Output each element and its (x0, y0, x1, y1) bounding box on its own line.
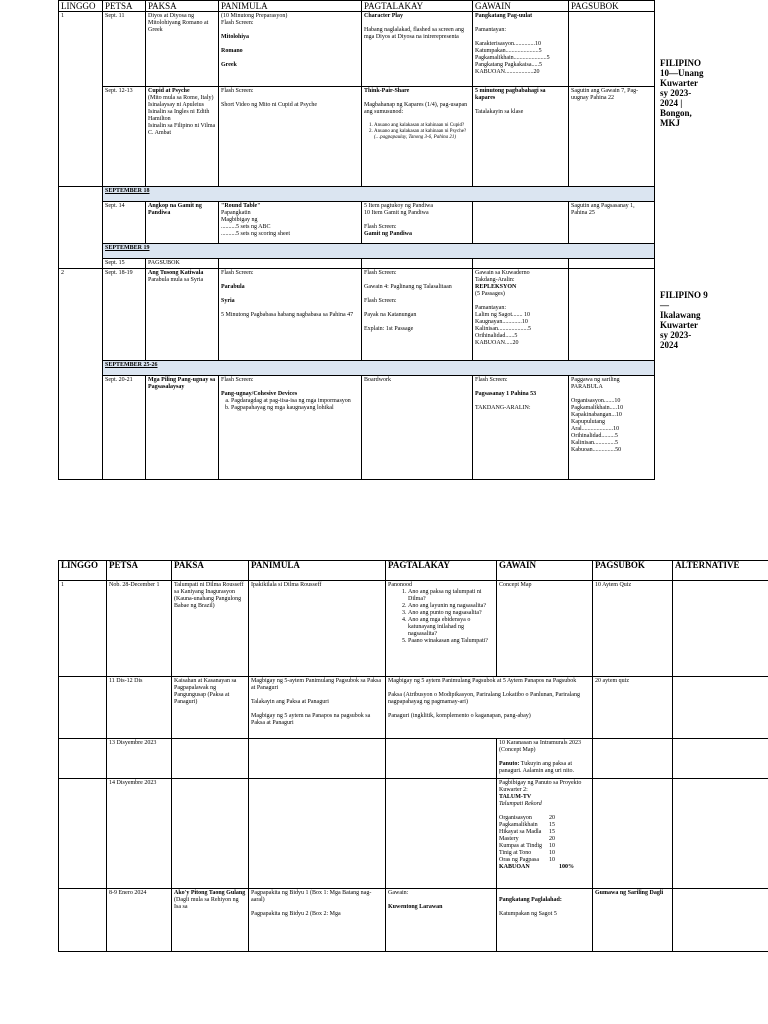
cell-alternative (673, 889, 768, 952)
cell-panimula (249, 779, 386, 889)
text: Ako'y Pitong Taong Gulang (174, 890, 246, 896)
cell-paksa (172, 889, 249, 952)
cell-panimula: Ipakikilala si Dilma Rousseff (249, 581, 386, 677)
text: 2024 | (660, 98, 683, 108)
text: Gamit ng Pandiwa (364, 231, 413, 237)
text: FILIPINO 9 (660, 290, 708, 300)
cell-pagtalakay (362, 87, 473, 187)
cell-paksa: Diyos at Diyosa ng Mitolohiyang Romano at Greek (146, 12, 219, 87)
list-item: a. Pagdaragdag at pag-iisa-isa ng mga impormasyon (231, 398, 359, 405)
table-row (59, 259, 655, 269)
header-panimula: PANIMULA (249, 561, 386, 581)
text: MKJ (660, 118, 680, 128)
cell-panimula (219, 87, 362, 187)
cell-paksa (146, 87, 219, 187)
table-row (59, 269, 655, 361)
cell-panimula (219, 202, 362, 244)
header-petsa: PETSA (103, 1, 146, 12)
text: Magbigay ng 5-aytem Panimulang Pagsubok sa Paksa at Panaguri (251, 678, 381, 691)
text: Habang naglalakad, flashed sa screen ang mga Diyos at Diyosa na inirerepresenta (364, 27, 464, 40)
text: Pagkamalikhain......................5 (475, 55, 550, 61)
text: Talakayin ang Paksa at Panaguri (251, 699, 329, 705)
table-row (59, 779, 768, 889)
table-row (59, 889, 768, 952)
criteria-item (499, 843, 590, 850)
cell-petsa: Sept. 20-21 (103, 376, 146, 480)
cell-petsa: Sept. 11 (103, 12, 146, 87)
text: Greek (221, 62, 237, 68)
cell-empty (59, 361, 103, 376)
text: 10 Item Gamit ng Pandiwa (364, 210, 429, 216)
text: Magbigay ng 5 aytem na Panapos na pagsubok sa Paksa at Panaguri (251, 713, 371, 726)
criteria-item (499, 850, 590, 857)
list-item: 2. Ano ang layunin ng nagsasalita? (408, 603, 494, 610)
criteria-points: 15 (549, 822, 555, 828)
criteria-item (499, 815, 590, 822)
text: (…pagpapaulay, Tanong 3-6, Pahina 21) (374, 135, 457, 140)
criteria-label: Oras ng Pagpasa (499, 857, 539, 863)
text: Sagutin ang Gawain 7, Pag-uugnay Pahina 22 (571, 88, 639, 101)
cell-gawain (497, 779, 593, 889)
criteria-total (499, 864, 590, 871)
text: Panaguri (ingklitik, komplemento o kaganapan, pang-abay) (388, 713, 531, 719)
cell-petsa: Sept. 15 (103, 259, 146, 269)
criteria-label: Tinig at Tono (499, 850, 532, 856)
side-note-q2 (660, 290, 720, 350)
cell-pagsubok (569, 259, 655, 269)
cell-pagsubok (569, 12, 655, 87)
text: 5 Item pagtukoy ng Pandiwa (364, 203, 433, 209)
cell-pagsubok (569, 269, 655, 361)
criteria-label: Hikayat sa Madla (499, 829, 542, 835)
list-item: 2. Anuano ang kalakasan at kahinaan ni Psyche? (374, 129, 470, 135)
cell-pagsubok (569, 376, 655, 480)
text: Payak na Katanungan (364, 312, 417, 318)
text: Pamantayan: (475, 27, 506, 33)
table-row (59, 376, 655, 480)
cell-linggo (59, 739, 107, 779)
text: Character Play (364, 13, 404, 19)
header-pagsubok: PAGSUBOK (569, 1, 655, 12)
cell-alternative (673, 779, 768, 889)
cell-linggo (59, 202, 103, 244)
cell-linggo: 1 (59, 581, 107, 677)
text: Flash Screen: (221, 88, 254, 94)
cell-empty (59, 244, 103, 259)
text: Mitolohiya (221, 34, 249, 40)
cell-pagtalakay (362, 202, 473, 244)
table-header-row (59, 561, 768, 581)
cell-pagtalakay (386, 677, 593, 739)
criteria-points: 10 (549, 850, 555, 856)
list-item: 1. Anuano ang kalakasan at kahinaan ni Cupid? (374, 123, 470, 129)
header-paksa: PAKSA (172, 561, 249, 581)
section-label: SEPTEMBER 18 (103, 187, 655, 202)
list-item: 3. Ano ang punto ng nagsasalita? (408, 610, 494, 617)
header-alternative: ALTERNATIVE (673, 561, 768, 581)
side-note-q1 (660, 58, 720, 128)
criteria-label: KABUOAN (499, 864, 530, 870)
text: Romano (221, 48, 243, 54)
text: Magbahanap ng Kapares (1/4), pag-usapan ang sumusunod: (364, 102, 468, 115)
cell-petsa: Sept. 12-13 (103, 87, 146, 187)
text: Isinalin sa Filipino ni Vilma C. Ambat (148, 123, 216, 136)
header-pagtalakay: PAGTALAKAY (362, 1, 473, 12)
header-panimula: PANIMULA (219, 1, 362, 12)
cell-alternative (673, 677, 768, 739)
text: 5 Minutong Pagbabasa habang nagbabasa sa Pahina 47 (221, 312, 354, 318)
list-item: 4. Ano ang mga ebidensya o katunayang inilahad ng nagsasalita? (408, 617, 494, 638)
cell-pagtalakay: Boardwork (362, 376, 473, 480)
text: Orihinalidad......5 (475, 333, 518, 339)
text: Flash Screen: (221, 377, 254, 383)
cell-gawain: Concept Map (497, 581, 593, 677)
cell-pagtalakay (386, 889, 497, 952)
cell-pagtalakay (362, 259, 473, 269)
text: Explain: 1st Passage (364, 326, 414, 332)
text: Pagpapakita ng Bidyu 1 (Box 1: Mga Batang nag-aaral) (251, 890, 372, 903)
cell-paksa: Angkop na Gamit ng Pandiwa (146, 202, 219, 244)
text: Kuwarter (660, 78, 698, 88)
cell-gawain (497, 739, 593, 779)
text: Kuwarter (660, 320, 698, 330)
device-list (221, 398, 359, 412)
cell-pagsubok (593, 739, 673, 779)
criteria-label: Mastery (499, 836, 519, 842)
criteria-item (499, 857, 590, 864)
cell-linggo (59, 779, 107, 889)
text: Orihinalidad.........5 (571, 433, 618, 439)
cell-petsa: 11 Dis-12 Dis (107, 677, 172, 739)
text: Flash Screen: (364, 298, 397, 304)
cell-panimula (249, 739, 386, 779)
cell-petsa: Nob. 28-December 1 (107, 581, 172, 677)
text: Katumpakan ng Sagot 5 (499, 911, 557, 917)
cell-pagtalakay (362, 269, 473, 361)
text: Flash Screen: (221, 270, 254, 276)
header-pagtalakay: PAGTALAKAY (386, 561, 497, 581)
cell-gawain (473, 87, 569, 187)
text: Syria (221, 298, 235, 304)
text: (10 Minutong Preparasyon) (221, 13, 288, 19)
cell-pagsubok: Gumawa ng Sariling Dagli (593, 889, 673, 952)
text: Ang Tusong Katiwala (148, 270, 204, 276)
text: sy 2023- (660, 330, 692, 340)
text: Takdang-Aralin: (475, 277, 515, 283)
criteria-points: 20 (549, 836, 555, 842)
text: PARABULA (571, 384, 603, 390)
text: Paggawa ng sariling (571, 377, 620, 383)
cell-empty (59, 187, 103, 202)
cell-panimula (219, 376, 362, 480)
text: 10 Karanasan sa Intramurals 2023 (Concept Map) (499, 740, 581, 753)
text: 10—Unang (660, 68, 704, 78)
cell-petsa: 8-9 Enero 2024 (107, 889, 172, 952)
text: sy 2023- (660, 88, 692, 98)
text: Tukuyin ang paksa at panaguri. Aalamin ang uri nito. (499, 761, 574, 774)
text: Gawain 4: Paglinang ng Talasalitaan (364, 284, 452, 290)
text: Papangkatin (221, 210, 251, 216)
text: Pagbibigay ng Panuto sa Proyekto Kuwarter 2: (499, 780, 582, 793)
text: Parabula mula sa Syria (148, 277, 204, 283)
table-row (59, 739, 768, 779)
section-row (59, 244, 655, 259)
text: ..........5 sets ng scoring sheet (221, 231, 290, 237)
cell-pagsubok (569, 202, 655, 244)
text: (Dagli mula sa Rehiyon ng Isa sa (174, 897, 239, 910)
text: Katumpakan......................5 (475, 48, 542, 54)
text: Short Video ng Mito ni Cupid at Psyche (221, 102, 318, 108)
criteria-points: 15 (549, 829, 555, 835)
table-row (59, 581, 768, 677)
text: Magbibigay ng (221, 217, 258, 223)
cell-panimula (219, 259, 362, 269)
cell-paksa: Mga Piling Pang-ugnay sa Pagsasalaysay (146, 376, 219, 480)
text: Ikalawang (660, 310, 701, 320)
text: Flash Screen: (364, 270, 397, 276)
text: (Mito mula sa Rome, Italy) (148, 95, 214, 101)
cell-pagsubok: 10 Aytem Quiz (593, 581, 673, 677)
cell-linggo: 2 (59, 269, 103, 361)
text: 2024 (660, 340, 678, 350)
text: Paksa (Atribusyon o Modipikasyon, Pariralang Lokatibo o Panlunan, Pariralang nagpapahayag ng pagmamay-ari) (388, 692, 580, 705)
text: Pagsasanay 1 Pahina 53 (475, 391, 537, 397)
text: "Round Table" (221, 203, 261, 209)
text: Isinalaysay ni Apuleius (148, 102, 204, 108)
criteria-label: Organisasyon (499, 815, 532, 821)
list-item: 5. Paano winakasan ang Talumpati? (408, 638, 494, 645)
text: Kalinisan..............5 (571, 440, 618, 446)
text: Pamantayan: (475, 305, 506, 311)
question-list (388, 589, 494, 645)
header-gawain: GAWAIN (497, 561, 593, 581)
list-item: 1. Ano ang paksa ng talumpati ni Dilma? (408, 589, 494, 603)
cell-paksa (172, 779, 249, 889)
text: KABUOAN...................20 (475, 69, 540, 75)
cell-gawain (497, 889, 593, 952)
section-label: SEPTEMBER 19 (103, 244, 655, 259)
criteria-item (499, 822, 590, 829)
cell-pagtalakay (386, 739, 497, 779)
section-label: SEPTEMBER 25-26 (103, 361, 655, 376)
cell-pagsubok (569, 87, 655, 187)
cell-panimula (219, 12, 362, 87)
cell-panimula (219, 269, 362, 361)
cell-pagsubok (593, 779, 673, 889)
table-row (59, 87, 655, 187)
text: Pangkatang Paglalahad: (499, 897, 562, 903)
criteria-points: 100% (559, 864, 574, 870)
text: Lalim ng Sagot....... 10 (475, 312, 530, 318)
text: Kalinisan....................5 (475, 326, 531, 332)
text: Pangkatang Pagkakaisa.....5 (475, 62, 542, 68)
text: Flash Screen: (364, 224, 397, 230)
text: Flash Screen: (221, 20, 254, 26)
cell-paksa: Talumpati ni Dilma Rousseff sa Kaniyang Inagurasyon (Kauna-unahang Pangulong Babae ng Brazil) (172, 581, 249, 677)
cell-pagtalakay (386, 581, 497, 677)
criteria-item (499, 836, 590, 843)
cell-paksa: PAGSUBOK (146, 259, 219, 269)
text: Panonood (388, 582, 412, 588)
cell-panimula (249, 889, 386, 952)
header-petsa: PETSA (107, 561, 172, 581)
text: Gawain sa Kuwaderno (475, 270, 530, 276)
criteria-item (499, 829, 590, 836)
text: Cupid at Psyche (148, 88, 190, 94)
text: FILIPINO (660, 58, 702, 68)
text: (5 Passages) (475, 291, 505, 297)
cell-paksa: Kaisahan at Kasanayan sa Pagpapalawak ng Pangungusap (Paksa at Panaguri) (172, 677, 249, 739)
text: Gawain: (388, 890, 409, 896)
text: TALUM-TV (499, 794, 532, 800)
text: Pangkatang Pag-uulat (475, 13, 533, 19)
cell-gawain (473, 269, 569, 361)
cell-pagsubok: 20 aytem quiz (593, 677, 673, 739)
text: KABUOAN.....20 (475, 340, 519, 346)
cell-linggo (59, 87, 103, 187)
text: Sagutin ang Pagsasanay 1, Pahina 25 (571, 203, 635, 216)
cell-linggo (59, 889, 107, 952)
lesson-plan-table-q1 (58, 0, 655, 480)
header-pagsubok: PAGSUBOK (593, 561, 673, 581)
question-list (364, 123, 470, 135)
text: Tatalakayin sa klase (475, 109, 524, 115)
cell-paksa (146, 269, 219, 361)
table-row (59, 12, 655, 87)
header-linggo: LINGGO (59, 561, 107, 581)
cell-petsa: 14 Disyembre 2023 (107, 779, 172, 889)
cell-pagtalakay (386, 779, 497, 889)
cell-alternative (673, 739, 768, 779)
text: Pagpapakita ng Bidyu 2 (Box 2: Mga (251, 911, 341, 917)
text: Parabula (221, 284, 245, 290)
table-row (59, 677, 768, 739)
header-linggo: LINGGO (59, 1, 103, 12)
cell-linggo (59, 677, 107, 739)
header-gawain: GAWAIN (473, 1, 569, 12)
cell-gawain (473, 376, 569, 480)
text: TAKDANG-ARALIN: (475, 405, 531, 411)
text: Isinalin sa Ingles ni Edith Hamilton (148, 109, 210, 122)
text: Pagkamalikhain.....10 (571, 405, 624, 411)
section-row (59, 187, 655, 202)
criteria-list (499, 815, 590, 871)
criteria-label: Pagkamalikhain (499, 822, 538, 828)
cell-pagtalakay (362, 12, 473, 87)
cell-linggo (59, 376, 103, 480)
text: Kaugnayan.............10 (475, 319, 528, 325)
section-row (59, 361, 655, 376)
cell-linggo: 1 (59, 12, 103, 87)
cell-gawain (473, 259, 569, 269)
cell-paksa (172, 739, 249, 779)
lesson-plan-table-q2 (58, 560, 768, 952)
criteria-points: 10 (549, 843, 555, 849)
cell-gawain (473, 12, 569, 87)
cell-gawain (473, 202, 569, 244)
text: Bongon, (660, 108, 692, 118)
text: Magbigay ng 5 aytem Panimulang Pagsubok at 5 Aytem Panapos na Pagsubok (388, 678, 577, 684)
header-paksa: PAKSA (146, 1, 219, 12)
text: Karakterisasyon..............10 (475, 41, 541, 47)
table-row (59, 202, 655, 244)
text: ..........5 sets ng ABC (221, 224, 271, 230)
text: Kapupulutang (571, 419, 605, 425)
text: Panuto: (499, 761, 520, 767)
text: Kapakinabangan...10 (571, 412, 622, 418)
text: REPLEKSYON (475, 284, 517, 290)
text: Aral.....................10 (571, 426, 620, 432)
cell-panimula (249, 677, 386, 739)
text: Kabuoan...............50 (571, 447, 622, 453)
text: Think-Pair-Share (364, 88, 410, 94)
text: Flash Screen: (475, 377, 508, 383)
table-header-row (59, 1, 655, 12)
text: Talumpati Rekord (499, 801, 542, 807)
cell-alternative (673, 581, 768, 677)
text: Pang-ugnay/Cohesive Devices (221, 391, 298, 397)
criteria-label: Kumpas at Tindig (499, 843, 543, 849)
cell-petsa: Sept. 18-19 (103, 269, 146, 361)
text: Organisasyon.......10 (571, 398, 621, 404)
text: — (660, 300, 669, 310)
cell-linggo (59, 259, 103, 269)
cell-petsa: 13 Disyembre 2023 (107, 739, 172, 779)
criteria-points: 20 (549, 815, 555, 821)
criteria-points: 10 (549, 857, 555, 863)
text: Kuwentong Larawan (388, 904, 443, 910)
cell-petsa: Sept. 14 (103, 202, 146, 244)
list-item: b. Pagpapahayag ng mga kaugnayang lohikal (231, 405, 359, 412)
text: 5 minutong pagbabahagi sa kapares (475, 88, 546, 101)
